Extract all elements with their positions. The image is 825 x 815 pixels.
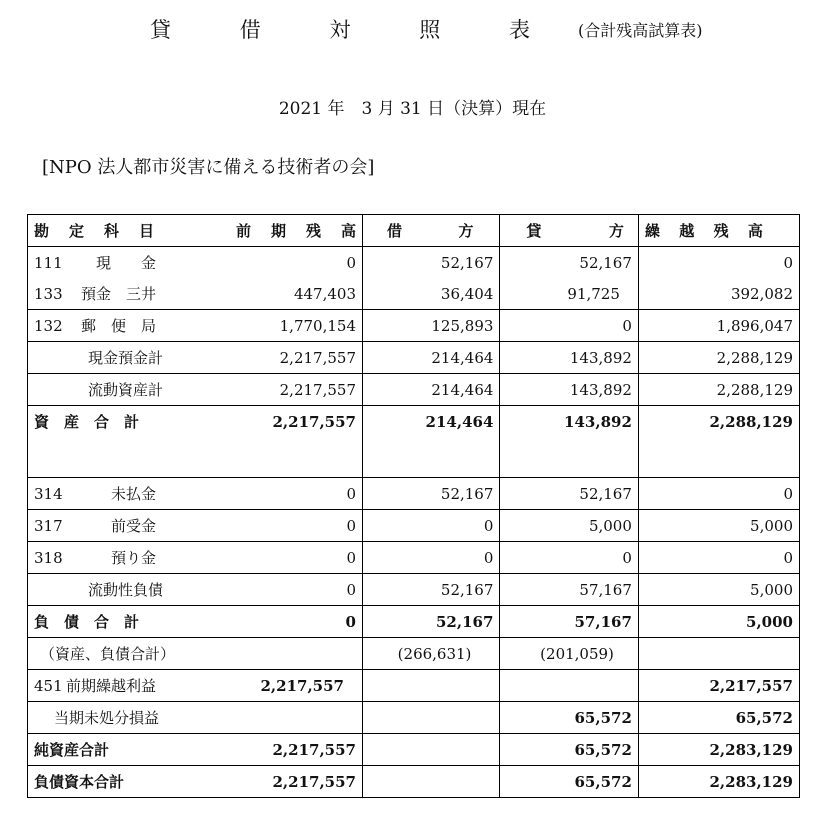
document-title xyxy=(150,14,530,44)
account-code: 132 xyxy=(34,317,63,335)
account-name: 資 産 合 計 xyxy=(34,413,140,431)
credit-value: 143,892 xyxy=(500,374,639,406)
credit-value: 52,167 xyxy=(500,247,639,279)
table-row-total xyxy=(28,606,800,638)
header-char: 貸 xyxy=(526,222,542,240)
debit-value: 125,893 xyxy=(362,310,499,342)
carry-balance: 5,000 xyxy=(638,574,799,606)
account-cell xyxy=(28,574,232,606)
carry-balance: 1,896,047 xyxy=(638,310,799,342)
header-char: 方 xyxy=(608,222,624,240)
carry-balance: 0 xyxy=(638,478,799,510)
account-cell xyxy=(28,247,232,279)
account-name: 郵 便 局 xyxy=(81,317,157,335)
account-code: 111 xyxy=(34,254,63,272)
account-name: 純資産合計 xyxy=(34,741,110,759)
title-char: 借 xyxy=(239,18,261,42)
prev-balance: 447,403 xyxy=(293,284,356,303)
debit-value: 0 xyxy=(362,542,499,574)
carry-balance: 0 xyxy=(638,542,799,574)
credit-value: 57,167 xyxy=(500,606,639,638)
prev-balance: 0 xyxy=(232,510,363,542)
carry-balance: 0 xyxy=(638,247,799,279)
carry-balance: 2,283,129 xyxy=(638,734,799,766)
header-char: 定 xyxy=(68,222,84,240)
debit-value xyxy=(362,766,499,798)
document-subtitle: (合計残高試算表) xyxy=(578,21,703,40)
carry-balance: 392,082 xyxy=(638,278,799,310)
account-cell xyxy=(28,478,232,510)
table-row xyxy=(28,702,800,734)
header-char: 残 xyxy=(713,222,729,240)
table-row xyxy=(28,374,800,406)
debit-value: 214,464 xyxy=(362,342,499,374)
title-char: 対 xyxy=(329,18,351,42)
title-char: 表 xyxy=(509,18,530,42)
header-char: 前 xyxy=(235,222,251,240)
credit-value xyxy=(500,670,639,702)
header-credit xyxy=(500,215,639,247)
account-name: 負債資本合計 xyxy=(34,773,125,791)
debit-value: 52,167 xyxy=(362,478,499,510)
table-row-total xyxy=(28,766,800,798)
debit-value: 52,167 xyxy=(362,574,499,606)
account-cell xyxy=(28,278,232,310)
organization-name: [NPO 法人都市災害に備える技術者の会] xyxy=(42,157,375,178)
header-char: 科 xyxy=(103,222,119,240)
account-cell xyxy=(28,406,232,438)
debit-value: 214,464 xyxy=(362,406,499,438)
prev-balance: 2,217,557 xyxy=(232,406,363,438)
carry-balance: 5,000 xyxy=(638,606,799,638)
table-row xyxy=(28,478,800,510)
carry-balance: 2,288,129 xyxy=(638,342,799,374)
debit-value: 52,167 xyxy=(362,606,499,638)
account-name: 預り金 xyxy=(111,549,157,567)
table-row xyxy=(28,342,800,374)
balance-sheet-table xyxy=(27,214,800,798)
account-cell xyxy=(28,542,232,574)
table-row xyxy=(28,574,800,606)
account-name: 現 金 xyxy=(96,254,157,272)
header-carry xyxy=(638,215,799,247)
account-name: 現金預金計 xyxy=(88,349,164,367)
account-cell xyxy=(28,510,232,542)
debit-value: 0 xyxy=(362,510,499,542)
account-cell xyxy=(28,310,232,342)
credit-value: 143,892 xyxy=(500,342,639,374)
table-row xyxy=(28,638,800,670)
account-code: 318 xyxy=(34,549,63,567)
header-char: 越 xyxy=(679,222,695,240)
credit-value: 65,572 xyxy=(500,766,639,798)
prev-balance: 0 xyxy=(346,253,356,272)
table-row xyxy=(28,278,800,310)
debit-value xyxy=(362,670,499,702)
header-char: 繰 xyxy=(644,222,660,240)
credit-value: 57,167 xyxy=(500,574,639,606)
credit-value: 143,892 xyxy=(500,406,639,438)
table-row xyxy=(28,670,800,702)
prev-balance: 0 xyxy=(232,542,363,574)
carry-balance: 2,283,129 xyxy=(638,766,799,798)
carry-balance: 65,572 xyxy=(638,702,799,734)
account-name: 預金 三井 xyxy=(81,285,157,303)
credit-value: 0 xyxy=(500,310,639,342)
carry-balance: 2,288,129 xyxy=(638,406,799,438)
account-name: 流動資産計 xyxy=(88,381,164,399)
report-date: 2021 年 3 月 31 日（決算）現在 xyxy=(278,99,547,119)
prev-balance xyxy=(232,638,363,670)
debit-value: (266,631) xyxy=(362,638,499,670)
credit-value: (201,059) xyxy=(500,638,639,670)
header-account-prev xyxy=(28,215,363,247)
table-row xyxy=(28,310,800,342)
account-name: 前受金 xyxy=(111,517,157,535)
header-debit xyxy=(362,215,499,247)
account-code: 451 xyxy=(34,677,63,695)
debit-value xyxy=(362,702,499,734)
table-row xyxy=(28,510,800,542)
account-cell xyxy=(28,766,232,798)
header-char: 目 xyxy=(138,222,154,240)
prev-balance: 2,217,557 xyxy=(232,670,363,702)
prev-balance xyxy=(232,702,363,734)
credit-value: 52,167 xyxy=(500,478,639,510)
title-char: 貸 xyxy=(150,18,171,42)
header-char: 高 xyxy=(340,222,356,240)
spacer-row xyxy=(28,437,800,478)
header-char: 方 xyxy=(458,222,474,240)
table-row-total xyxy=(28,406,800,438)
prev-balance: 2,217,557 xyxy=(232,342,363,374)
table-row-total xyxy=(28,734,800,766)
account-name: 負 債 合 計 xyxy=(34,613,140,631)
account-name: 未払金 xyxy=(111,485,157,503)
credit-value: 0 xyxy=(500,542,639,574)
account-code: 133 xyxy=(34,285,63,303)
prev-balance: 1,770,154 xyxy=(232,310,363,342)
account-code: 317 xyxy=(34,517,63,535)
credit-value: 65,572 xyxy=(500,702,639,734)
account-cell xyxy=(28,702,232,734)
header-char: 勘 xyxy=(34,222,50,240)
account-cell xyxy=(28,342,232,374)
credit-value: 65,572 xyxy=(500,734,639,766)
header-char: 借 xyxy=(386,222,402,240)
title-char: 照 xyxy=(419,18,441,42)
header-char: 残 xyxy=(305,222,321,240)
header-char: 高 xyxy=(747,222,763,240)
table-row xyxy=(28,542,800,574)
debit-value: 36,404 xyxy=(362,278,499,310)
account-cell xyxy=(28,734,232,766)
carry-balance: 2,288,129 xyxy=(638,374,799,406)
debit-value: 214,464 xyxy=(362,374,499,406)
prev-balance: 2,217,557 xyxy=(232,374,363,406)
credit-value: 5,000 xyxy=(500,510,639,542)
header-char: 期 xyxy=(270,222,286,240)
prev-balance: 2,217,557 xyxy=(232,734,363,766)
prev-balance: 2,217,557 xyxy=(232,766,363,798)
account-cell xyxy=(28,606,232,638)
prev-balance: 0 xyxy=(232,574,363,606)
credit-value: 91,725 xyxy=(500,278,639,310)
header-row xyxy=(28,215,800,247)
account-name: （資産、負債合計） xyxy=(40,645,176,663)
carry-balance: 5,000 xyxy=(638,510,799,542)
debit-value xyxy=(362,734,499,766)
account-name: 流動性負債 xyxy=(88,581,164,599)
account-cell xyxy=(28,638,232,670)
debit-value: 52,167 xyxy=(362,247,499,279)
account-cell xyxy=(28,670,232,702)
carry-balance: 2,217,557 xyxy=(638,670,799,702)
prev-balance: 0 xyxy=(232,606,363,638)
account-cell xyxy=(28,374,232,406)
account-name: 当期未処分損益 xyxy=(54,709,160,727)
account-name: 前期繰越利益 xyxy=(66,677,157,695)
table-row xyxy=(28,247,800,279)
carry-balance xyxy=(638,638,799,670)
prev-balance: 0 xyxy=(232,478,363,510)
account-code: 314 xyxy=(34,485,63,503)
